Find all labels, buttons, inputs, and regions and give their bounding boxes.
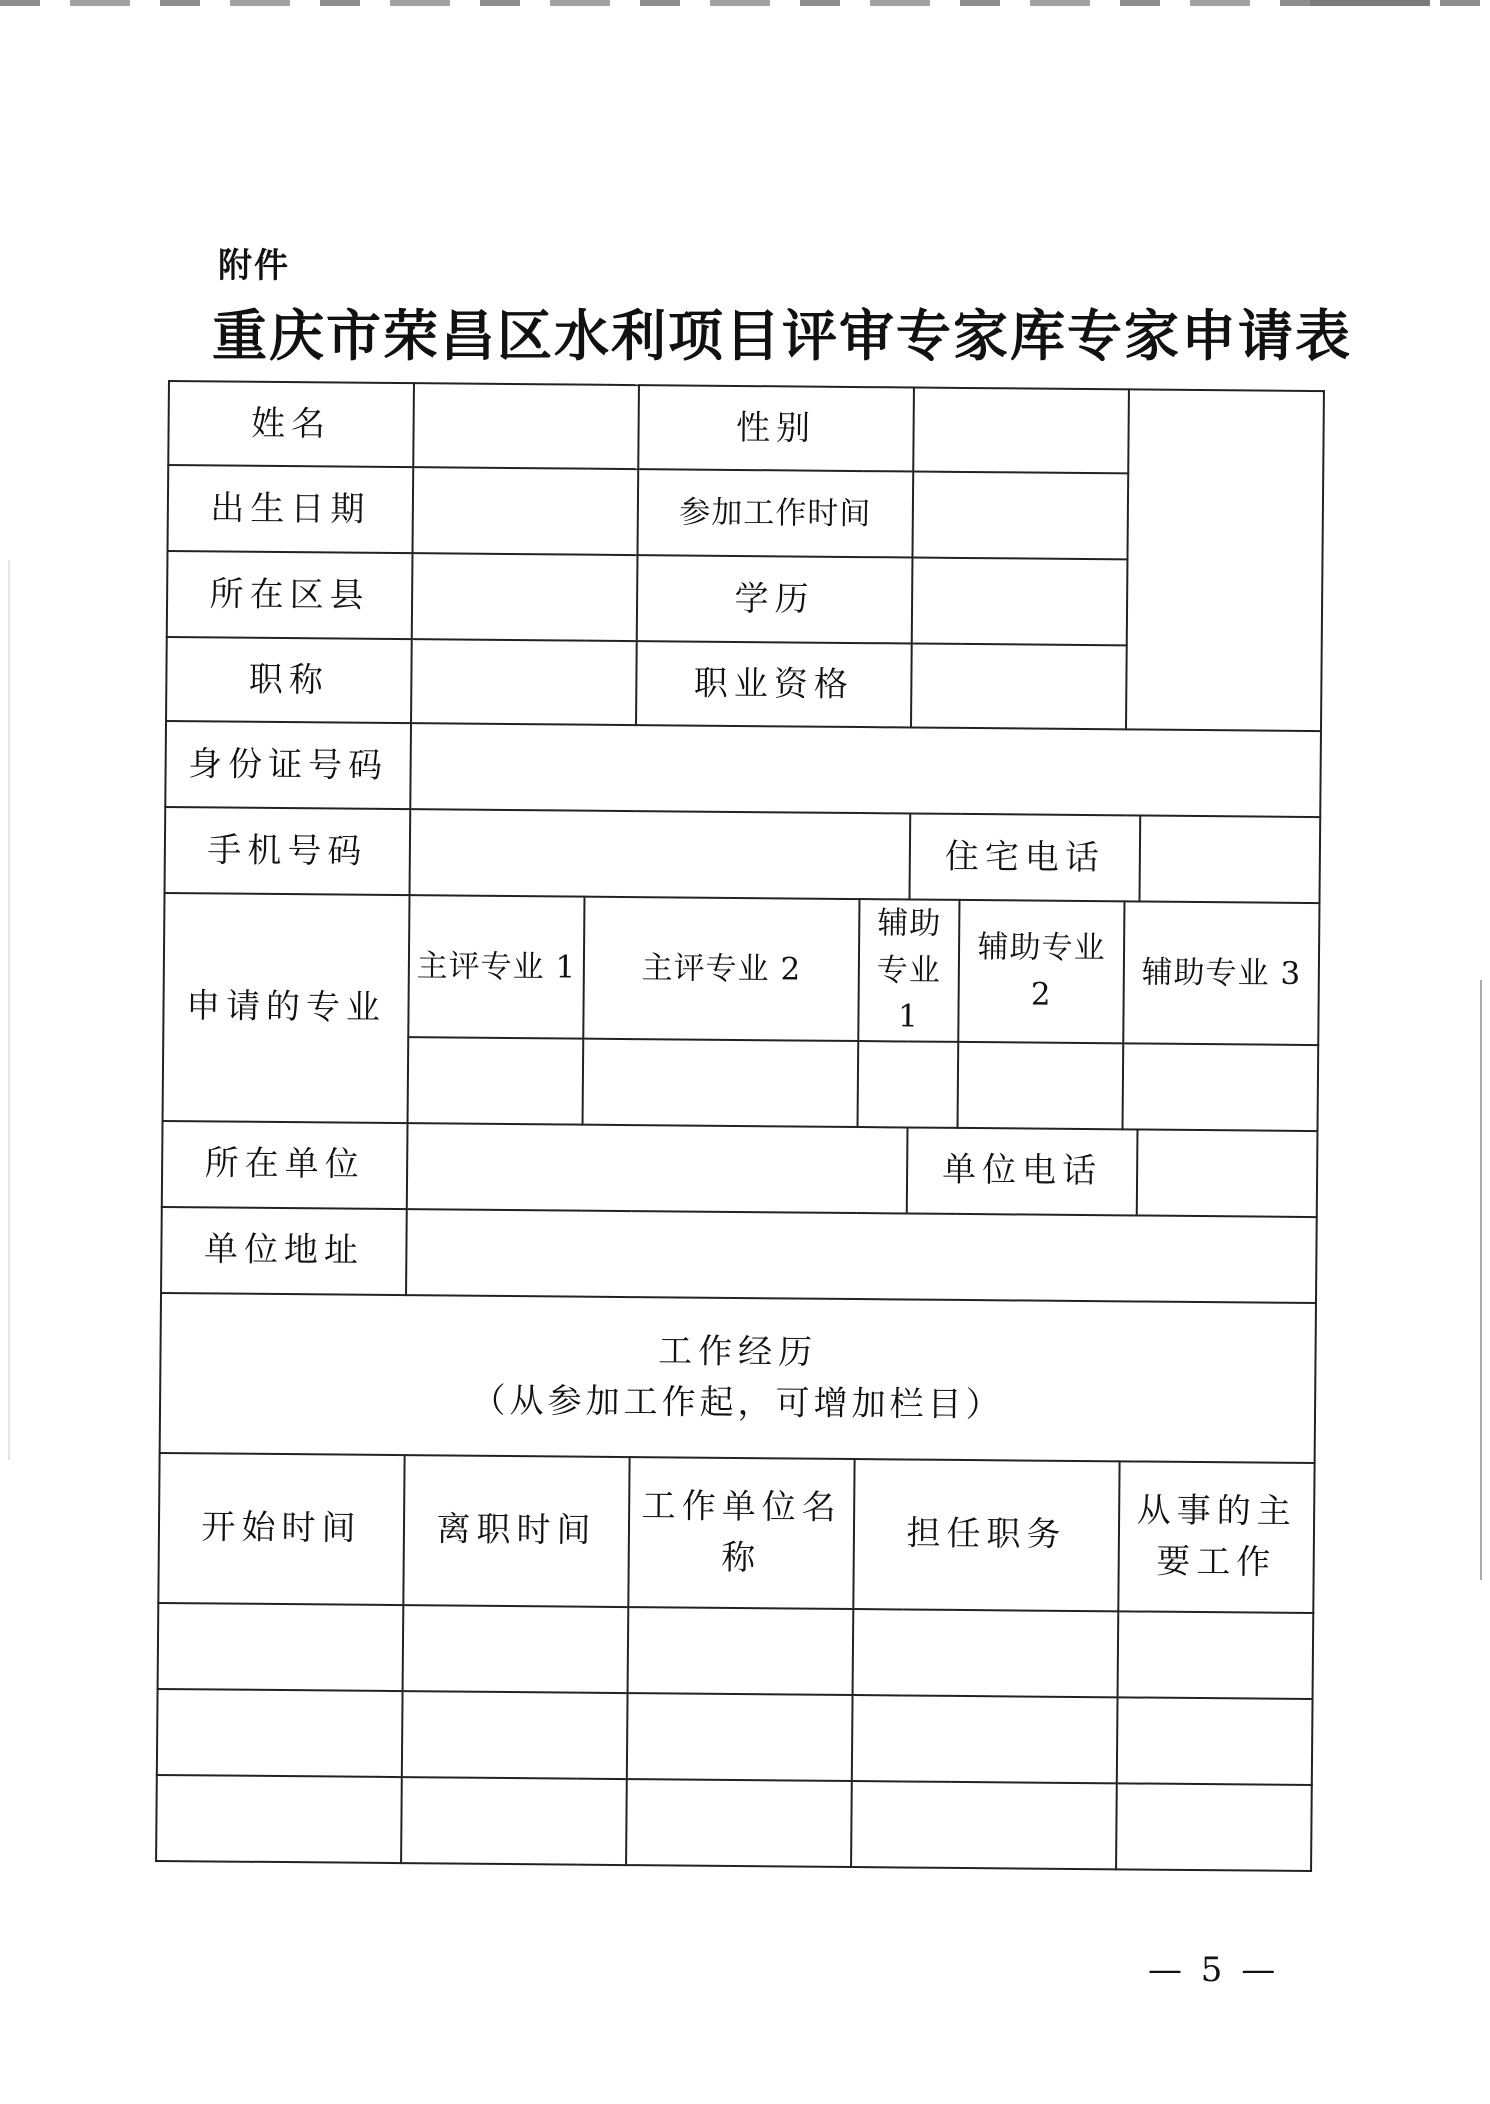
photo-box[interactable] [1126, 389, 1324, 731]
employer-address-value[interactable] [406, 1209, 1317, 1303]
history-col-duties: 从事的主要工作 [1118, 1461, 1314, 1613]
history-cell[interactable] [1117, 1697, 1313, 1785]
scan-edge-top [0, 0, 1490, 6]
history-cell[interactable] [627, 1693, 853, 1781]
major-aux-2-value[interactable] [958, 1041, 1124, 1128]
history-cell[interactable] [628, 1607, 854, 1695]
history-cell[interactable] [626, 1779, 852, 1867]
major-aux-1-value[interactable] [858, 1041, 959, 1128]
major-main-1: 主评专业 1 [408, 895, 584, 1038]
gender-value[interactable] [913, 388, 1129, 474]
history-cell[interactable] [852, 1695, 1118, 1783]
major-aux-3: 辅助专业 3 [1123, 901, 1319, 1044]
history-col-end: 离职时间 [403, 1455, 629, 1607]
work-history-title: 工作经历 [657, 1330, 819, 1373]
attachment-label: 附件 [218, 246, 290, 286]
form-title: 重庆市荣昌区水利项目评审专家库专家申请表 [212, 303, 1353, 368]
gender-label: 性别 [638, 385, 914, 471]
home-phone-value[interactable] [1139, 816, 1320, 904]
application-form [155, 380, 1323, 1843]
work-start-value[interactable] [912, 472, 1128, 560]
major-aux-3-value[interactable] [1123, 1043, 1319, 1131]
history-cell[interactable] [1116, 1783, 1312, 1871]
scan-edge-left [8, 560, 10, 1460]
page-number: — 5 — [1148, 1950, 1280, 1990]
major-main-2: 主评专业 2 [583, 897, 859, 1041]
home-phone-label: 住宅电话 [909, 813, 1140, 901]
history-cell[interactable] [156, 1774, 402, 1862]
history-col-employer: 工作单位名称 [628, 1457, 854, 1609]
history-cell[interactable] [851, 1781, 1117, 1869]
history-col-start: 开始时间 [158, 1452, 404, 1604]
id-number-value[interactable] [410, 723, 1321, 817]
major-aux-2: 辅助专业 2 [958, 900, 1124, 1043]
work-start-label: 参加工作时间 [637, 469, 913, 557]
history-cell[interactable] [403, 1605, 629, 1693]
title-label: 职称 [166, 637, 412, 723]
history-cell[interactable] [401, 1777, 627, 1865]
history-cell[interactable] [158, 1602, 404, 1690]
education-value[interactable] [912, 558, 1128, 646]
employer-label: 所在单位 [162, 1120, 408, 1208]
title-value[interactable] [411, 639, 637, 725]
employer-phone-value[interactable] [1137, 1129, 1318, 1217]
employer-value[interactable] [407, 1123, 908, 1213]
mobile-label: 手机号码 [165, 807, 411, 895]
major-main-2-value[interactable] [583, 1038, 859, 1126]
history-col-position: 担任职务 [853, 1459, 1119, 1611]
birth-date-value[interactable] [412, 467, 638, 555]
history-cell[interactable] [853, 1609, 1119, 1697]
name-label: 姓名 [168, 381, 414, 467]
birth-date-label: 出生日期 [168, 465, 414, 553]
work-history-note: （从参加工作起，可增加栏目） [471, 1380, 1004, 1425]
major-aux-1: 辅助专业 1 [858, 899, 959, 1041]
name-value[interactable] [413, 383, 639, 469]
history-cell[interactable] [1118, 1611, 1314, 1699]
mobile-value[interactable] [410, 809, 911, 899]
majors-label: 申请的专业 [163, 893, 410, 1123]
qualification-value[interactable] [911, 644, 1127, 730]
education-label: 学历 [637, 555, 913, 643]
district-label: 所在区县 [167, 551, 413, 639]
scan-edge-right [1480, 980, 1482, 1580]
district-value[interactable] [412, 553, 638, 641]
qualification-label: 职业资格 [636, 641, 912, 727]
employer-phone-label: 单位电话 [907, 1127, 1138, 1215]
history-cell[interactable] [402, 1691, 628, 1779]
history-cell[interactable] [157, 1688, 403, 1776]
employer-address-label: 单位地址 [161, 1206, 407, 1294]
major-main-1-value[interactable] [408, 1037, 584, 1125]
work-history-heading [160, 1292, 1316, 1462]
id-number-label: 身份证号码 [165, 721, 411, 809]
